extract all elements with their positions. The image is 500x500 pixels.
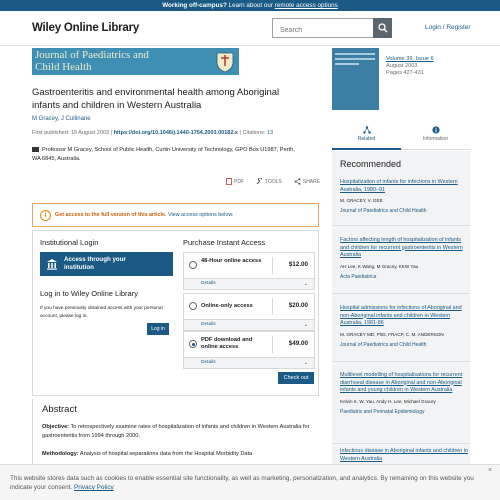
option-name: PDF download and online access [201,337,253,350]
cookie-text: This website stores data such as cookies to enable essential site functionality, as well as marketing, personalization, and analytics. By remaining on this website you indicate your consent. [10,475,474,491]
purchase-title: Purchase Instant Access [183,238,266,247]
wol-login-text: If you have previously obtained access with your personal account, please log in. [40,306,163,319]
abstract-section [32,399,319,469]
recommended-item-authors: Kelvin K. W. Yau, Andy H. Lee, Michael Gracey [340,398,436,404]
institution-button-line2: institution [64,264,94,271]
chevron-down-icon: ⌄ [303,322,308,328]
divider [332,293,470,294]
issue-cover-image[interactable] [332,48,379,110]
recommended-item-title[interactable]: Infectious disease in Aboriginal infants and children in Western Australia [340,448,468,462]
cookie-message [10,474,480,492]
cookie-banner [0,464,500,500]
methodology-text: Analysis of hospital separations data from the Hospital Morbidity Data [78,451,253,457]
purchase-option-pdf[interactable] [183,331,315,369]
access-banner-message [55,212,233,218]
remote-access-text: Learn about our [226,2,275,9]
remote-access-bar [0,0,500,11]
publication-meta: First published: 19 August 2003 | https://doi.org/10.1046/j.1440-1754.2003.00182.x | Citations: 13 [32,130,274,136]
radio-pdf[interactable] [189,340,197,348]
option-details-toggle[interactable] [184,357,314,368]
pdf-button[interactable] [226,178,244,185]
article-tools [226,178,320,185]
checkout-button[interactable]: Check out [278,372,314,384]
list-item[interactable] [340,305,468,349]
pdf-label: PDF [234,178,244,185]
journal-banner-line1: Journal of Paediatrics and [35,49,149,61]
list-item[interactable] [340,179,468,215]
side-tabs [332,120,470,150]
close-icon[interactable]: × [488,467,493,474]
recommended-item-authors: M. GRACEY MD, PhD, FRACP, C. M. ANDERSON [340,331,444,337]
option-name: Online-only access [201,303,253,309]
institution-icon [46,258,58,270]
recommended-item-title[interactable]: Multilevel modelling of hospitalisations for recurrent diarrhoeal disease in Aboriginal and non-Aboriginal infants and young children in Western Australia [340,372,463,393]
wrench-icon [256,178,263,185]
details-label: Details [201,322,216,327]
list-item[interactable] [340,448,468,463]
institutional-login-title: Institutional Login [40,238,99,247]
first-published-date: 19 August 2003 [70,130,110,136]
divider [332,361,470,362]
divider [332,443,470,444]
mail-icon [32,147,39,152]
recommended-item-journal[interactable]: Journal of Paediatrics and Child Health [340,208,427,214]
purchase-option-online[interactable] [183,293,315,331]
site-logo[interactable]: Wiley Online Library [32,22,140,34]
abstract-methodology [42,450,317,459]
recommended-item-journal[interactable]: Paediatric and Perinatal Epidemiology [340,408,425,415]
citations-label: Citations: [242,130,267,136]
citations-count[interactable]: 13 [266,130,274,136]
college-crest-icon [214,50,236,73]
pdf-icon [226,178,232,185]
login-button[interactable]: Log in [147,323,169,335]
institution-button-label [64,256,126,272]
journal-banner[interactable] [32,48,239,75]
issue-volume-link[interactable]: Volume 39, Issue 6 [386,56,434,62]
active-tab-indicator [332,148,401,150]
share-icon [294,178,301,185]
list-item[interactable] [340,372,468,416]
search-icon [378,23,388,33]
login-register-link[interactable]: Login / Register [425,24,471,31]
chevron-down-icon: ⌄ [303,360,308,366]
issue-pages: Pages 427-431 [386,70,424,76]
option-price: $12.00 [288,261,308,268]
access-panel [32,230,319,396]
recommended-panel [332,151,470,471]
privacy-policy-link[interactable]: Privacy Policy [73,484,114,491]
recommended-title: Recommended [340,159,402,169]
objective-label: Objective: [42,424,70,430]
option-details-toggle[interactable] [184,319,314,330]
recommended-item-authors: AH Lee, K Wang, M Gracey, KKW Yau [340,263,419,269]
methodology-label: Methodology: [42,451,79,457]
tools-button[interactable] [256,178,282,185]
issue-date: August 2003 [386,63,418,69]
author-affiliation [32,146,302,164]
doi-link[interactable]: https://doi.org/10.1046/j.1440-1754.2003.00182.x [113,130,238,136]
tab-information[interactable] [401,126,470,142]
recommended-item-title[interactable]: Hospitalization of infants for infections in Western Australia, 1980–91 [340,179,458,193]
institution-button-line1: Access through your [64,256,126,263]
share-label: SHARE [302,178,321,185]
search-box [272,18,392,38]
tab-related[interactable] [332,126,401,142]
option-price: $20.00 [288,302,308,309]
site-header [0,11,500,46]
tab-related-label: Related [357,136,376,142]
option-name: 48-Hour online access [201,258,262,264]
remote-access-lead: Working off-campus? [162,2,227,9]
details-label: Details [201,360,216,365]
search-button[interactable] [373,18,392,38]
affiliation-text: Professor M Gracey, School of Public Health, Curtin University of Technology, GPO Box U1987, Perth, WA 6845, Australia. [32,147,295,162]
article-authors[interactable]: M Gracey, J Cullinane [32,116,91,122]
divider [332,225,470,226]
first-published-label: First published: [32,130,71,136]
abstract-objective [42,423,317,441]
option-price: $49.00 [288,340,308,347]
radio-online[interactable] [189,302,197,310]
access-banner [32,203,319,227]
search-input[interactable] [273,22,369,40]
chevron-down-icon: ⌄ [303,281,308,287]
institution-access-button[interactable] [40,252,173,276]
radio-48h[interactable] [189,261,197,269]
recommended-item-authors: M. GRACEY, V. GEE [340,198,383,203]
recommended-item-title[interactable]: Factors affecting length of hospitalization of infants and children for recurrent gastroenteritis in Western Australia [340,237,463,258]
issue-info [386,56,434,77]
abstract-title: Abstract [42,404,77,415]
recommended-item-journal[interactable]: Journal of Paediatrics and Child Health [340,341,427,348]
tab-information-label: Information [422,136,448,142]
recommended-item-journal[interactable]: Acta Paediatrica [340,273,377,280]
list-item[interactable] [340,237,468,281]
remote-access-link[interactable]: remote access options [274,2,338,9]
access-options-link[interactable]: View access options below. [166,212,234,218]
purchase-option-48h[interactable] [183,252,315,290]
info-circle-icon [432,126,440,134]
objective-text: To retrospectively examine rates of hospitalization of infants and children in Western Australia for gastroenteritis from 1994 through 2000. [42,424,310,439]
wol-login-title: Log in to Wiley Online Library [40,289,138,298]
info-icon: i [40,210,51,221]
share-button[interactable] [294,178,320,185]
recommended-item-title[interactable]: Hospital admissions for infections of Aboriginal and non-Aboriginal infants and children in Western Australia, 1981-86 [340,305,462,326]
tools-label: TOOLS [265,178,282,185]
journal-banner-line2: Child Health [35,61,92,73]
details-label: Details [201,281,216,286]
article-title: Gastroenteritis and environmental health among Aboriginal infants and children in Western Australia [32,87,280,111]
option-details-toggle[interactable] [184,278,314,289]
network-icon [363,126,371,134]
access-banner-bold: Get access to the full version of this article. [55,212,167,218]
